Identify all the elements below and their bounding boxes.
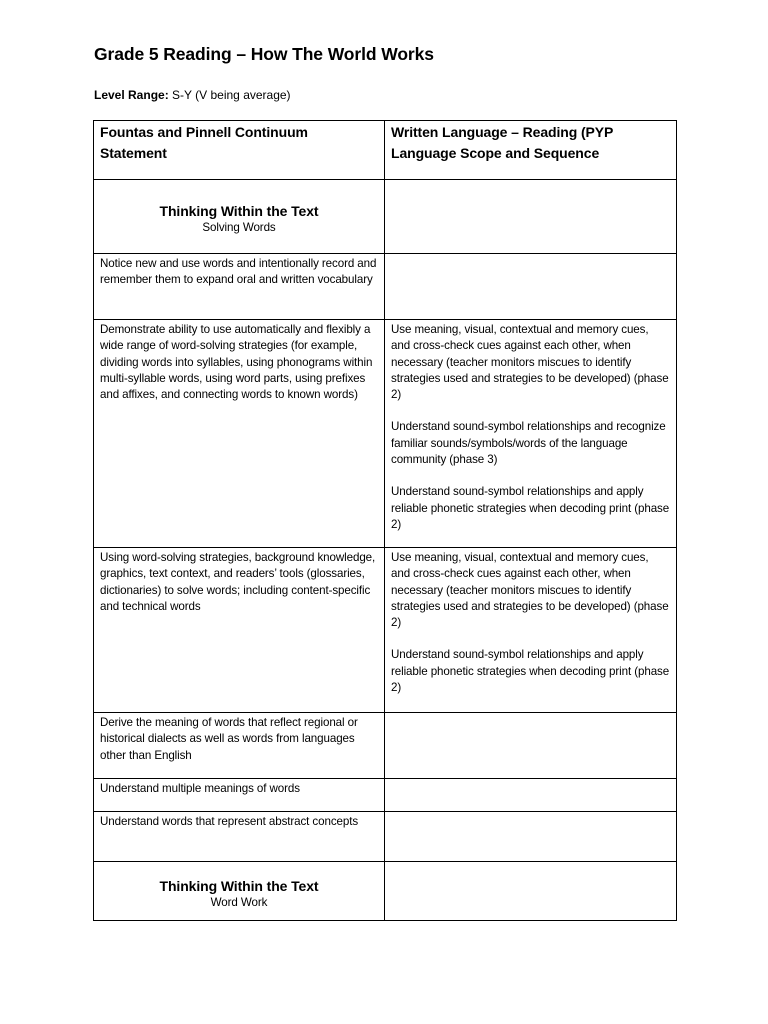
table-row [94, 812, 677, 862]
section-row-word-work [94, 862, 677, 921]
table-row [94, 320, 677, 548]
pyp-paragraph: Use meaning, visual, contextual and memory cues, and cross-check cues against each other, when necessary (teacher monitors miscues to identify strategies used and strategies to be developed) (phase 2) [391, 551, 669, 630]
statement-cell: Derive the meaning of words that reflect regional or historical dialects as well as words from languages other than English [94, 713, 385, 779]
document-title: Grade 5 Reading – How The World Works [94, 44, 434, 64]
section-row-solving-words [94, 180, 677, 254]
header-fountas-pinnell: Fountas and Pinnell Continuum Statement [94, 121, 385, 180]
section-subtitle: Solving Words [202, 221, 276, 234]
pyp-paragraph: Understand sound-symbol relationships and apply reliable phonetic strategies when decoding print (phase 2) [391, 648, 670, 695]
pyp-cell-empty [385, 779, 677, 812]
section-subtitle: Word Work [210, 895, 268, 909]
level-range-value: S-Y (V being average) [168, 88, 291, 102]
section-cell [94, 862, 385, 921]
section-title: Thinking Within the Text [159, 877, 319, 894]
table-row [94, 254, 677, 320]
pyp-cell-empty [385, 713, 677, 779]
section-cell-empty [385, 180, 677, 254]
level-range [94, 88, 291, 102]
statement-cell: Understand words that represent abstract concepts [94, 812, 385, 862]
section-title: Thinking Within the Text [159, 203, 319, 219]
statement-cell: Using word-solving strategies, background knowledge, graphics, text context, and readers’ tools (glossaries, dictionaries) to solve words; including content-specific and technical words [94, 548, 385, 713]
pyp-cell [385, 548, 677, 713]
table-row [94, 779, 677, 812]
statement-cell: Demonstrate ability to use automatically and flexibly a wide range of word-solving strategies (for example, dividing words into syllables, using phonograms within multi-syllable words, using word parts, using prefixes and affixes, and connecting words to known words) [94, 320, 385, 548]
pyp-paragraph: Understand sound-symbol relationships and recognize familiar sounds/symbols/words of the language community (phase 3) [391, 420, 666, 467]
header-pyp-written-language: Written Language – Reading (PYP Language Scope and Sequence [385, 121, 677, 180]
pyp-paragraph: Use meaning, visual, contextual and memory cues, and cross-check cues against each other, when necessary (teacher monitors miscues to identify strategies used and strategies to be developed) (phase 2) [391, 323, 669, 402]
pyp-paragraph: Understand sound-symbol relationships and apply reliable phonetic strategies when decoding print (phase 2) [391, 485, 670, 531]
section-cell [94, 180, 385, 254]
pyp-cell-empty [385, 812, 677, 862]
table-row [94, 548, 677, 713]
pyp-cell [385, 320, 677, 548]
table-header-row [94, 121, 677, 180]
pyp-cell-empty [385, 254, 677, 320]
curriculum-table [93, 120, 677, 921]
level-range-label: Level Range: [94, 88, 169, 102]
section-cell-empty [385, 862, 677, 921]
statement-cell: Understand multiple meanings of words [94, 779, 385, 812]
table-row [94, 713, 677, 779]
statement-cell: Notice new and use words and intentionally record and remember them to expand oral and written vocabulary [94, 254, 385, 320]
